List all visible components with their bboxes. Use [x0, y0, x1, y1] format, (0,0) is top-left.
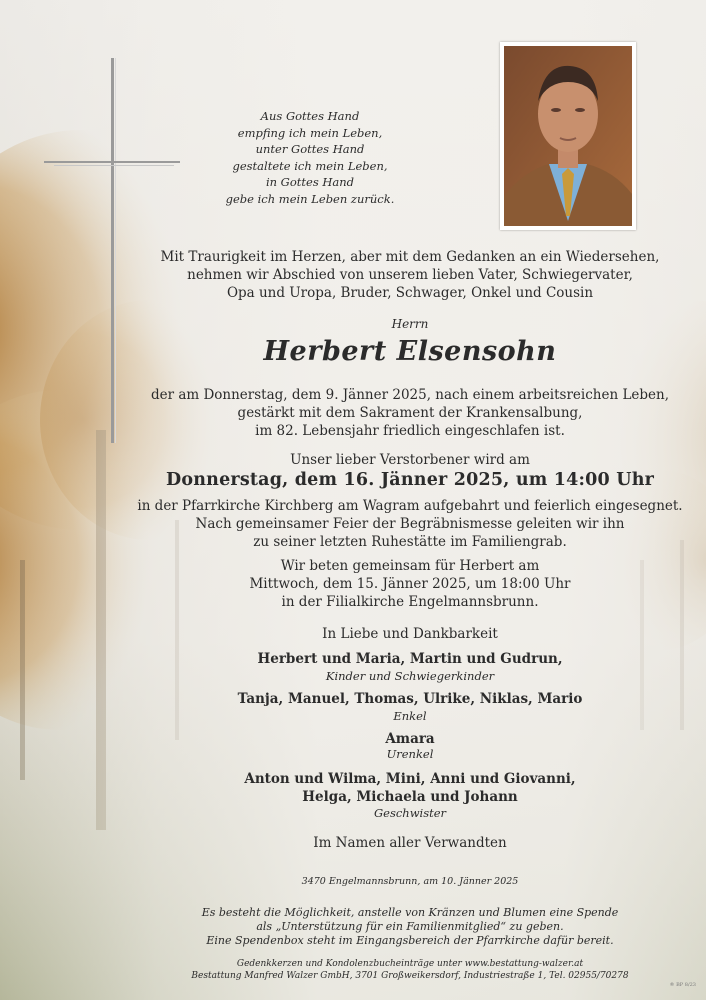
prayer-line: in der Filialkirche Engelmannsbrunn.	[281, 594, 539, 610]
donation-line: als „Unterstützung für ein Familienmitglied“ zu geben.	[256, 920, 564, 933]
poem-line: in Gottes Hand	[265, 175, 355, 189]
funeral-date: Donnerstag, dem 16. Jänner 2025, um 14:00 Uhr	[165, 470, 655, 490]
prayer-line: Mittwoch, dem 15. Jänner 2025, um 18:00 Uhr	[249, 576, 571, 592]
poem-line: empfing ich mein Leben,	[237, 125, 383, 140]
siblings-line: Anton und Wilma, Mini, Anni und Giovanni,	[244, 771, 576, 787]
print-code: ® BP 8/23	[669, 982, 696, 988]
prayer-line: Wir beten gemeinsam für Herbert am	[280, 558, 540, 574]
poem-line: gebe ich mein Leben zurück.	[225, 191, 395, 206]
relation-grandchildren: Enkel	[393, 709, 427, 723]
death-notice-line: gestärkt mit dem Sakrament der Krankensalbung,	[237, 405, 583, 421]
funeral-line: Nach gemeinsamer Feier der Begräbnismesse geleiten wir ihn	[195, 516, 625, 532]
poem-line: unter Gottes Hand	[255, 142, 365, 156]
prayer-notice	[120, 557, 700, 611]
funeral-line: in der Pfarrkirche Kirchberg am Wagram aufgebahrt und feierlich eingesegnet.	[137, 498, 683, 514]
death-notice-line: der am Donnerstag, dem 9. Jänner 2025, nach einem arbeitsreichen Leben,	[150, 387, 670, 403]
closing-line: Im Namen aller Verwandten	[313, 835, 507, 851]
relation-great-grandchildren: Urenkel	[386, 747, 434, 761]
donation-notice	[120, 906, 700, 948]
relation-siblings: Geschwister	[373, 806, 447, 820]
relation-children: Kinder und Schwiegerkinder	[325, 669, 495, 683]
mourners-great-grandchildren: Amara	[385, 731, 435, 747]
mourners-grandchildren: Tanja, Manuel, Thomas, Ulrike, Niklas, Mario	[237, 691, 583, 707]
portrait-image	[504, 46, 632, 226]
footer	[120, 958, 700, 982]
salutation: Herrn	[391, 317, 429, 331]
poem-line: Aus Gottes Hand	[260, 109, 360, 123]
intro-line: Opa und Uropa, Bruder, Schwager, Onkel und Cousin	[226, 285, 594, 301]
love-line: In Liebe und Dankbarkeit	[322, 626, 498, 642]
footer-line: Bestattung Manfred Walzer GmbH, 3701 Großweikersdorf, Industriestraße 1, Tel. 02955/70278	[191, 971, 629, 981]
intro-line: Mit Traurigkeit im Herzen, aber mit dem Gedanken an ein Wiedersehen,	[160, 249, 660, 265]
intro-line: nehmen wir Abschied von unserem lieben Vater, Schwiegervater,	[187, 267, 633, 283]
funeral-line: zu seiner letzten Ruhestätte im Familiengrab.	[253, 534, 567, 550]
funeral-intro: Unser lieber Verstorbener wird am	[290, 452, 530, 468]
place-date: 3470 Engelmannsbrunn, am 10. Jänner 2025	[301, 876, 519, 887]
deceased-name: Herbert Elsensohn	[263, 336, 557, 367]
donation-line: Es besteht die Möglichkeit, anstelle von Kränzen und Blumen eine Spende	[201, 906, 619, 919]
death-notice	[120, 386, 700, 440]
death-notice-line: im 82. Lebensjahr friedlich eingeschlafen ist.	[255, 423, 565, 439]
poem	[195, 108, 425, 207]
mourners-siblings	[120, 770, 700, 806]
intro-text	[120, 248, 700, 302]
donation-line: Eine Spendenbox steht im Eingangsbereich der Pfarrkirche dafür bereit.	[206, 934, 614, 947]
poem-line: gestaltete ich mein Leben,	[232, 158, 388, 173]
portrait-photo	[500, 42, 636, 230]
siblings-line: Helga, Michaela und Johann	[302, 789, 518, 805]
footer-line: Gedenkkerzen und Kondolenzbucheinträge unter www.bestattung-walzer.at	[236, 959, 584, 969]
funeral-details	[120, 497, 700, 551]
mourners-children: Herbert und Maria, Martin und Gudrun,	[257, 651, 563, 667]
